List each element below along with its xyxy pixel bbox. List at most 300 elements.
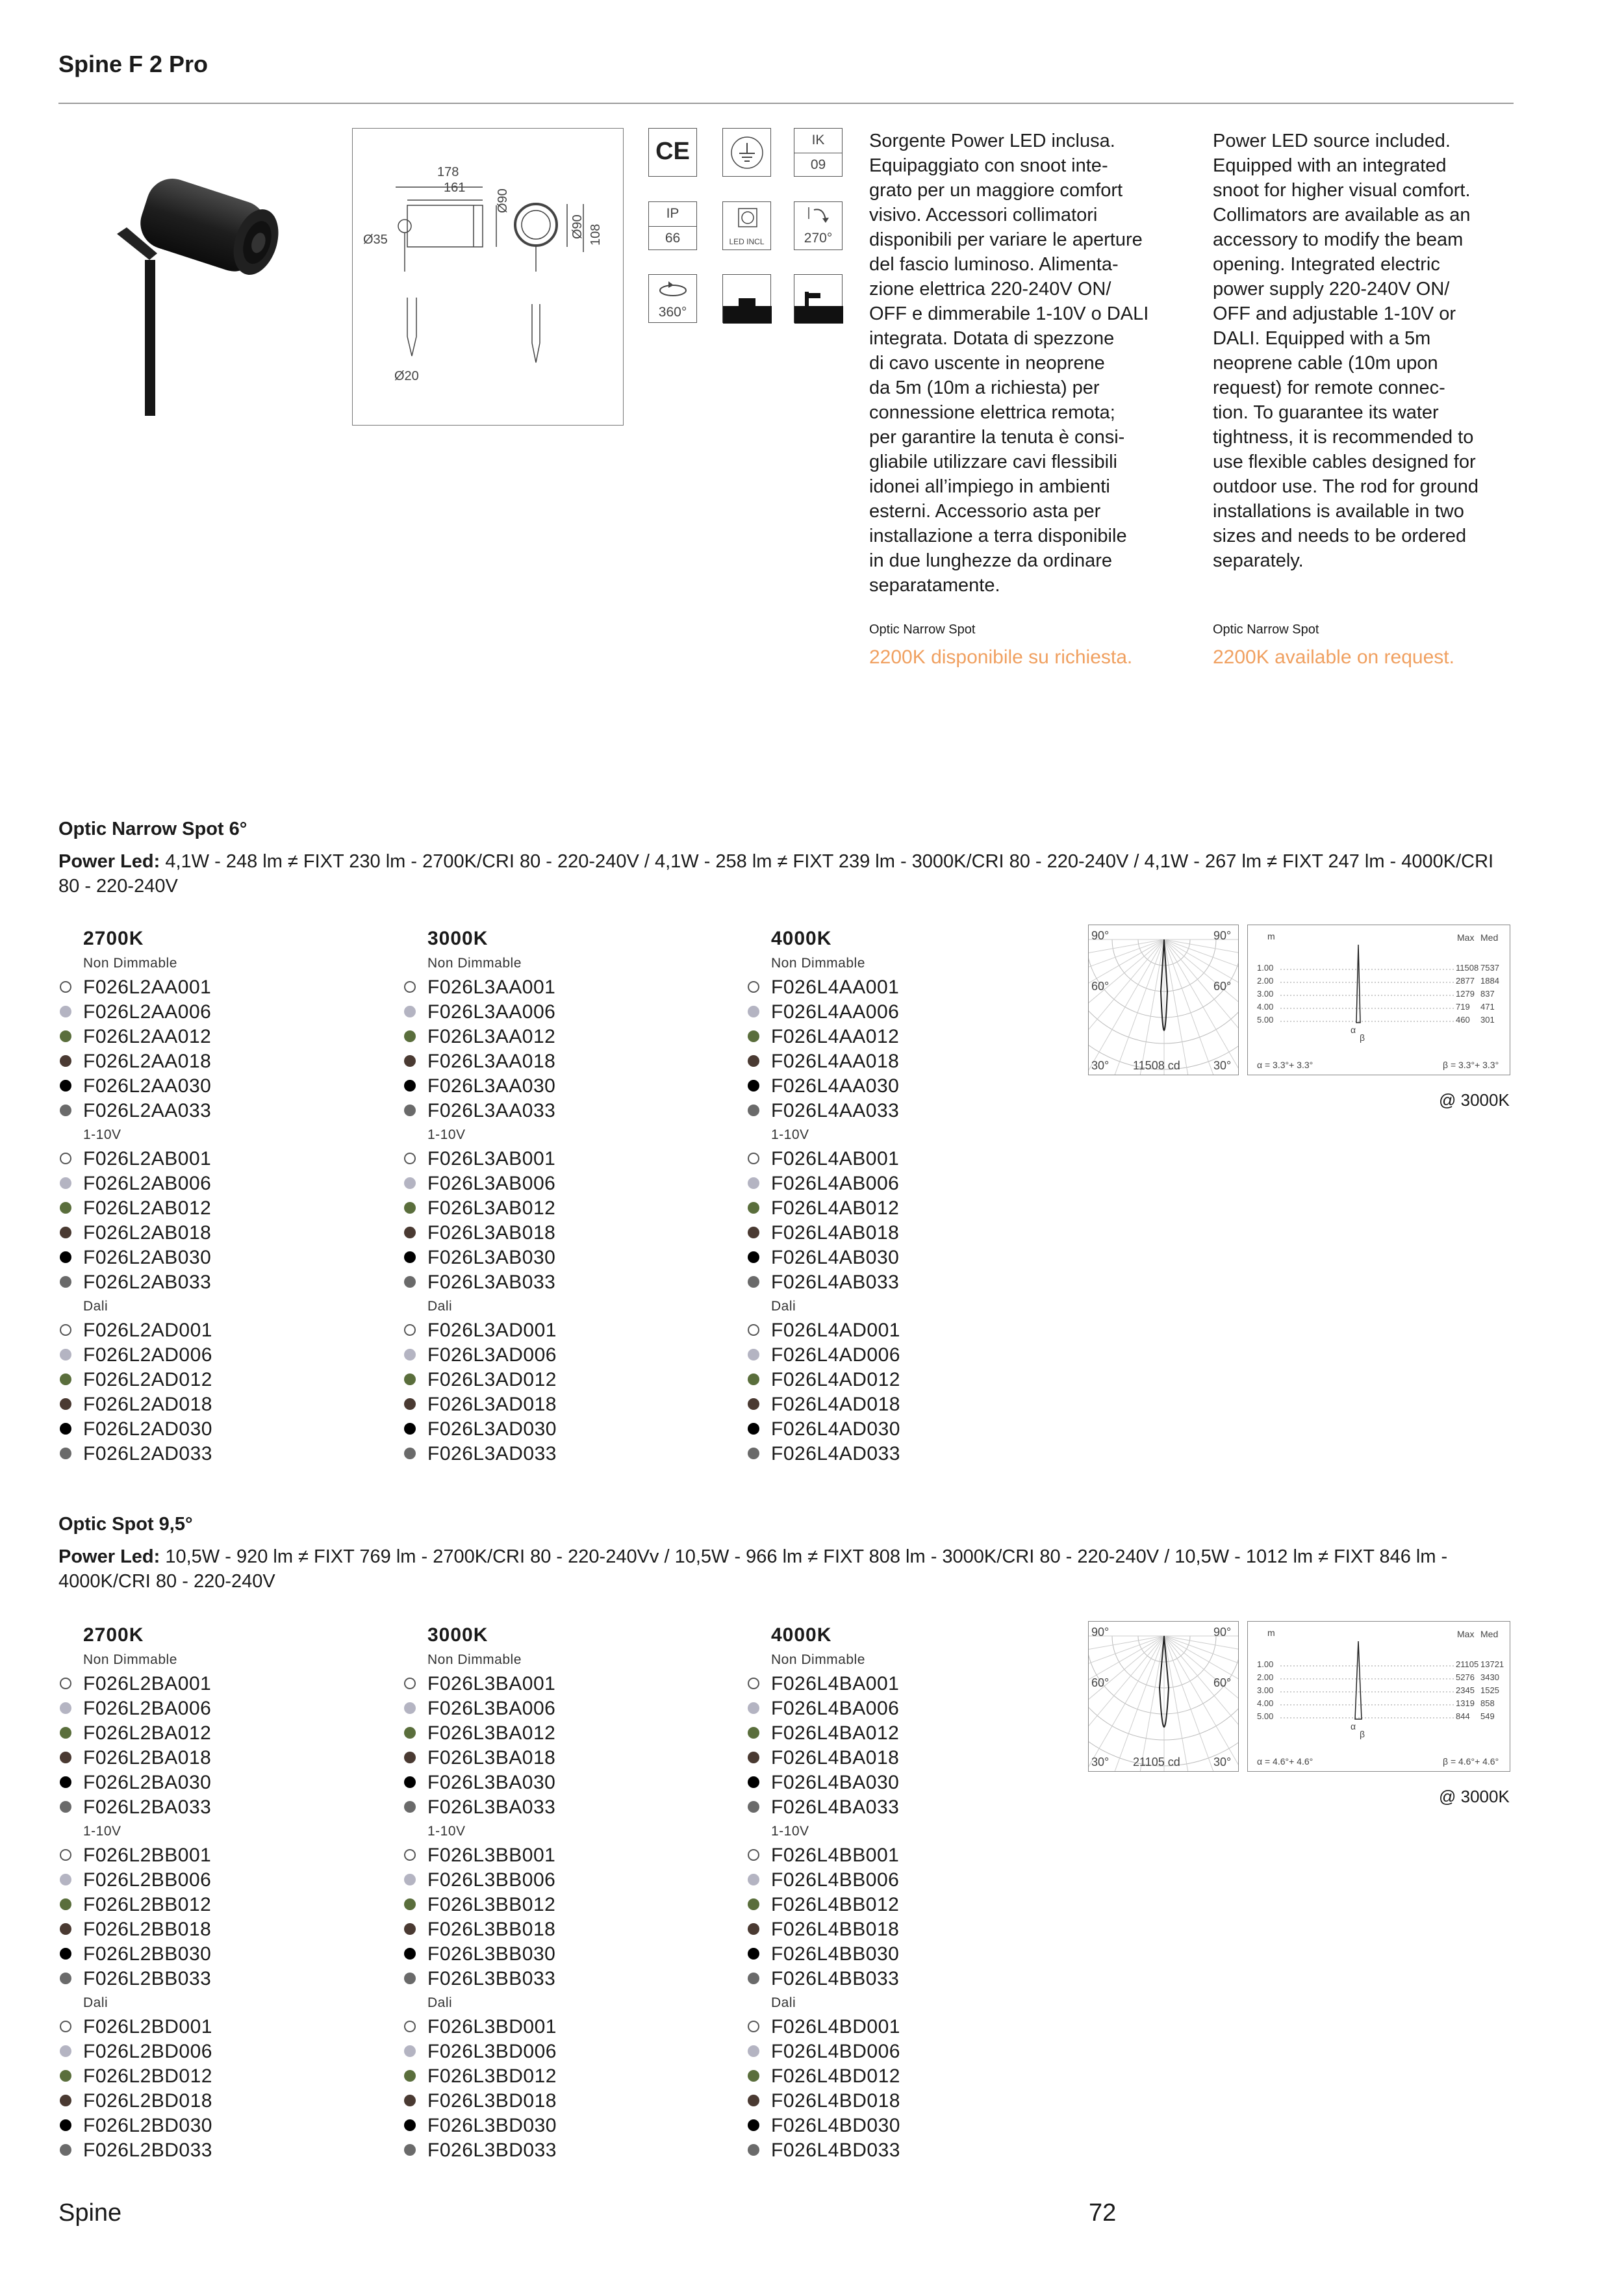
color-temperature-heading: 2700K [83, 928, 144, 949]
finish-color-dot [748, 1251, 759, 1263]
availability-it: 2200K disponibile su richiesta. [869, 646, 1133, 668]
finish-color-dot [748, 1678, 759, 1689]
finish-color-dot [748, 1030, 759, 1042]
dimming-group-label: Non Dimmable [771, 956, 865, 971]
product-code-row [746, 2089, 1084, 2114]
product-code-row [403, 1942, 741, 1967]
product-code: F026L3BA012 [427, 1722, 556, 1744]
finish-color-dot [748, 1702, 759, 1714]
product-code: F026L3BA033 [427, 1796, 556, 1818]
product-code: F026L2AD030 [83, 1418, 212, 1440]
finish-color-dot [748, 2045, 759, 2057]
angle-label: 30° [1213, 1059, 1232, 1072]
med-lux-value: 3430 [1480, 1672, 1499, 1682]
product-code: F026L2BA001 [83, 1673, 212, 1694]
ik-rating-icon [794, 128, 843, 177]
header-rule [58, 103, 1514, 104]
product-code: F026L4AD001 [771, 1320, 900, 1341]
finish-color-dot [748, 1849, 759, 1861]
product-code-row [746, 1147, 1084, 1171]
product-code: F026L4BA033 [771, 1796, 900, 1818]
finish-color-dot [404, 2070, 416, 2082]
max-lux-value: 1319 [1456, 1698, 1475, 1708]
product-code-row [58, 1392, 396, 1417]
finish-color-dot [748, 1349, 759, 1361]
max-lux-value: 2345 [1456, 1685, 1475, 1695]
product-code-row [746, 1868, 1084, 1893]
product-code-row [58, 1917, 396, 1942]
dimming-group-label: 1-10V [427, 1127, 466, 1142]
product-code-row [746, 1770, 1084, 1795]
finish-color-dot [60, 1448, 71, 1459]
optic-label-en: Optic Narrow Spot [1213, 622, 1319, 637]
power-led-label: Power Led: [58, 1546, 160, 1567]
finish-color-dot [60, 1276, 71, 1288]
ce-mark-icon: CE [648, 128, 697, 177]
product-code: F026L4AB006 [771, 1173, 900, 1194]
product-code: F026L2AB018 [83, 1222, 212, 1244]
product-code: F026L2BA018 [83, 1747, 212, 1769]
product-code-row [58, 1074, 396, 1099]
beta-marker: β [1360, 1729, 1365, 1739]
rotation-arrow-icon [649, 275, 698, 301]
product-code-row [746, 1025, 1084, 1049]
product-code-row [58, 1893, 396, 1917]
product-code-row [403, 1000, 741, 1025]
product-code: F026L2BD006 [83, 2041, 212, 2062]
finish-color-dot [404, 1153, 416, 1164]
product-code-row [746, 1672, 1084, 1696]
product-code: F026L4BD030 [771, 2115, 900, 2136]
product-code-row [746, 2015, 1084, 2039]
product-code-row [403, 1770, 741, 1795]
product-code-row [403, 1442, 741, 1466]
finish-color-dot [404, 1678, 416, 1689]
product-code: F026L2BD033 [83, 2140, 212, 2161]
finish-color-dot [404, 1973, 416, 1984]
finish-color-dot [404, 1202, 416, 1214]
product-code: F026L3BB001 [427, 1845, 556, 1866]
dimming-group-label: Dali [83, 1299, 108, 1314]
product-code-row [58, 2089, 396, 2114]
meters-header: m [1267, 1628, 1275, 1638]
dim-90-side: Ø90 [496, 188, 510, 213]
product-code: F026L4AB001 [771, 1148, 900, 1169]
product-code: F026L4BA012 [771, 1722, 900, 1744]
product-code: F026L2BB012 [83, 1894, 212, 1915]
dimming-group-label: Non Dimmable [427, 956, 522, 971]
product-code-row [746, 1721, 1084, 1746]
finish-color-dot [748, 1923, 759, 1935]
dimming-group-label: 1-10V [771, 1127, 809, 1142]
product-code-row [403, 2114, 741, 2138]
section-title: Optic Narrow Spot 6° [58, 819, 247, 839]
med-lux-value: 1525 [1480, 1685, 1499, 1695]
finish-color-dot [404, 1349, 416, 1361]
code-column-3000K [403, 926, 741, 1466]
product-code-row [403, 1221, 741, 1246]
finish-color-dot [404, 1752, 416, 1763]
product-code: F026L3AD030 [427, 1418, 557, 1440]
power-led-label: Power Led: [58, 851, 160, 872]
product-code: F026L3BD006 [427, 2041, 557, 2062]
product-code: F026L3BA018 [427, 1747, 556, 1769]
dim-20: Ø20 [394, 369, 419, 383]
product-code: F026L3BA030 [427, 1772, 556, 1793]
finish-color-dot [404, 1105, 416, 1116]
illuminance-table [1247, 925, 1510, 1075]
finish-color-dot [60, 1973, 71, 1984]
product-code-row [746, 1343, 1084, 1368]
finish-color-dot [60, 1153, 71, 1164]
product-code-row [746, 1221, 1084, 1246]
polar-diagram [1088, 1621, 1239, 1772]
finish-color-dot [404, 1276, 416, 1288]
finish-color-dot [404, 1055, 416, 1067]
product-code-row [58, 1721, 396, 1746]
product-code-row [403, 1696, 741, 1721]
finish-color-dot [748, 1006, 759, 1017]
product-code-row [403, 1171, 741, 1196]
product-code-row [746, 1967, 1084, 1991]
dimming-group-label: Non Dimmable [83, 956, 177, 971]
product-code: F026L4AA012 [771, 1026, 900, 1047]
product-code-row [746, 1795, 1084, 1820]
max-candela: 11508 cd [1133, 1059, 1180, 1072]
product-code: F026L3AB001 [427, 1148, 556, 1169]
finish-color-dot [748, 1080, 759, 1092]
product-code-row [746, 1442, 1084, 1466]
power-led-specs [58, 849, 1514, 899]
product-code-row [403, 1270, 741, 1295]
finish-color-dot [748, 1423, 759, 1435]
product-code: F026L4BA018 [771, 1747, 900, 1769]
product-code-row [746, 1318, 1084, 1343]
product-code-row [746, 1246, 1084, 1270]
product-code-row [746, 1843, 1084, 1868]
ip-value: 66 [665, 231, 681, 246]
product-code: F026L3BB012 [427, 1894, 556, 1915]
finish-color-dot [748, 1177, 759, 1189]
illuminance-table [1247, 1621, 1510, 1772]
product-code: F026L2AD012 [83, 1369, 212, 1390]
product-code-row [746, 2114, 1084, 2138]
product-code-row [58, 1049, 396, 1074]
dimming-group-label: Dali [427, 1299, 453, 1314]
distance-value: 5.00 [1257, 1015, 1274, 1025]
angle-label: 90° [1091, 929, 1110, 942]
product-code-row [746, 1417, 1084, 1442]
product-code: F026L4AD006 [771, 1344, 900, 1366]
product-code-row [746, 1746, 1084, 1770]
angle-label: 60° [1213, 1676, 1232, 1689]
finish-color-dot [404, 1849, 416, 1861]
product-code: F026L4BA030 [771, 1772, 900, 1793]
product-code-row [403, 2089, 741, 2114]
med-header: Med [1480, 932, 1499, 943]
optic-label-it: Optic Narrow Spot [869, 622, 976, 637]
product-code-row [403, 1196, 741, 1221]
dim-161: 161 [444, 181, 466, 195]
product-code-row [403, 1074, 741, 1099]
finish-color-dot [60, 1105, 71, 1116]
finish-color-dot [748, 1948, 759, 1960]
product-code: F026L3AB033 [427, 1271, 556, 1293]
finish-color-dot [60, 2021, 71, 2032]
finish-color-dot [404, 981, 416, 993]
product-code: F026L3BD012 [427, 2065, 557, 2087]
product-code: F026L2AB030 [83, 1247, 212, 1268]
product-code: F026L2AA030 [83, 1075, 212, 1097]
led-incl-label: LED INCL [729, 237, 765, 246]
product-code-row [58, 1270, 396, 1295]
tilt-arrow-icon [794, 202, 843, 228]
finish-color-dot [60, 1948, 71, 1960]
finish-color-dot [60, 1324, 71, 1336]
photometry-narrow-spot [1088, 925, 1510, 1110]
finish-color-dot [748, 1973, 759, 1984]
finish-color-dot [60, 1055, 71, 1067]
availability-en: 2200K available on request. [1213, 646, 1454, 668]
product-code-row [403, 1343, 741, 1368]
product-code-row [58, 1196, 396, 1221]
finish-color-dot [404, 1776, 416, 1788]
dim-108: 108 [589, 224, 603, 246]
product-code: F026L2BD030 [83, 2115, 212, 2136]
finish-color-dot [404, 1080, 416, 1092]
product-code: F026L3AA006 [427, 1001, 556, 1023]
product-code: F026L3AA001 [427, 977, 556, 998]
product-code-row [746, 1917, 1084, 1942]
product-code-row [58, 1221, 396, 1246]
angle-label: 30° [1091, 1059, 1110, 1072]
product-code-row [746, 2039, 1084, 2064]
footer-family-name: Spine [58, 2199, 122, 2227]
finish-color-dot [404, 1727, 416, 1739]
alpha-angle: α = 3.3°+ 3.3° [1257, 1060, 1313, 1070]
max-lux-value: 1279 [1456, 989, 1475, 999]
product-code: F026L4BD033 [771, 2140, 900, 2161]
product-code: F026L3BD033 [427, 2140, 557, 2161]
product-code: F026L4AA030 [771, 1075, 900, 1097]
finish-color-dot [748, 1276, 759, 1288]
product-code-row [746, 1171, 1084, 1196]
product-code-row [58, 1246, 396, 1270]
product-code-row [403, 1795, 741, 1820]
meters-header: m [1267, 931, 1275, 941]
finish-color-dot [60, 1752, 71, 1763]
finish-color-dot [404, 1923, 416, 1935]
angle-label: 60° [1213, 980, 1232, 993]
product-code: F026L2BA012 [83, 1722, 212, 1744]
color-temperature-heading: 3000K [427, 1624, 488, 1646]
product-code: F026L3AD006 [427, 1344, 557, 1366]
product-code: F026L2BB018 [83, 1919, 212, 1940]
angle-label: 90° [1091, 1626, 1110, 1639]
product-code-row [403, 1672, 741, 1696]
rotation-label: 360° [658, 305, 687, 320]
color-temperature-heading: 4000K [771, 928, 832, 949]
dimming-group-label: Non Dimmable [427, 1652, 522, 1667]
product-code: F026L2BA006 [83, 1698, 212, 1719]
product-code-row [58, 1868, 396, 1893]
finish-color-dot [404, 2119, 416, 2131]
led-chip-icon [723, 202, 772, 235]
product-code-row [58, 2039, 396, 2064]
med-lux-value: 1884 [1480, 976, 1499, 986]
product-code-row [746, 1696, 1084, 1721]
finish-color-dot [404, 1948, 416, 1960]
product-code: F026L2BB001 [83, 1845, 212, 1866]
finish-color-dot [404, 1177, 416, 1189]
product-code-row [746, 1099, 1084, 1123]
med-lux-value: 301 [1480, 1015, 1495, 1025]
product-code: F026L4BB006 [771, 1869, 900, 1891]
code-column-2700K [58, 926, 396, 1466]
angle-label: 90° [1213, 929, 1232, 942]
product-code: F026L4BB018 [771, 1919, 900, 1940]
product-code-row [746, 2064, 1084, 2089]
product-code: F026L3AB018 [427, 1222, 556, 1244]
product-code-row [746, 975, 1084, 1000]
product-code-row [58, 1942, 396, 1967]
ik-value: 09 [810, 157, 826, 172]
product-code-row [746, 1074, 1084, 1099]
finish-color-dot [748, 1202, 759, 1214]
finish-color-dot [60, 1423, 71, 1435]
product-code: F026L2BB006 [83, 1869, 212, 1891]
angle-label: 60° [1091, 1676, 1110, 1689]
product-code: F026L4AD030 [771, 1418, 900, 1440]
dim-178: 178 [437, 165, 459, 179]
product-code: F026L3AD018 [427, 1394, 557, 1415]
product-code: F026L4AD033 [771, 1443, 900, 1464]
finish-color-dot [60, 1227, 71, 1238]
angle-label: 60° [1091, 980, 1110, 993]
distance-value: 4.00 [1257, 1002, 1274, 1012]
finish-color-dot [60, 1678, 71, 1689]
product-code: F026L3BB033 [427, 1968, 556, 1989]
product-code-row [58, 1770, 396, 1795]
product-code: F026L4AD018 [771, 1394, 900, 1415]
product-code: F026L2AB033 [83, 1271, 212, 1293]
page-title: Spine F 2 Pro [58, 51, 209, 77]
product-code-row [746, 1368, 1084, 1392]
finish-color-dot [404, 1801, 416, 1813]
code-column-4000K [746, 1622, 1084, 2163]
max-candela: 21105 cd [1133, 1756, 1180, 1769]
finish-color-dot [748, 2119, 759, 2131]
product-code: F026L4AB012 [771, 1197, 900, 1219]
finish-color-dot [748, 1727, 759, 1739]
product-code: F026L2BB033 [83, 1968, 212, 1989]
alpha-marker: α [1351, 1721, 1356, 1731]
finish-color-dot [60, 1702, 71, 1714]
finish-color-dot [404, 2045, 416, 2057]
product-code-row [58, 1967, 396, 1991]
max-lux-value: 2877 [1456, 976, 1475, 986]
distance-value: 2.00 [1257, 976, 1274, 986]
ground-symbol [723, 129, 772, 177]
product-code-row [746, 2138, 1084, 2163]
finish-color-dot [60, 1373, 71, 1385]
finish-color-dot [404, 1227, 416, 1238]
finish-color-dot [748, 1055, 759, 1067]
product-code-row [403, 1049, 741, 1074]
product-code: F026L4BD001 [771, 2016, 900, 2038]
distance-value: 5.00 [1257, 1711, 1274, 1721]
color-temperature-heading: 4000K [771, 1624, 832, 1646]
product-code-row [746, 1049, 1084, 1074]
max-lux-value: 719 [1456, 1002, 1470, 1012]
product-code-row [58, 2064, 396, 2089]
product-code: F026L3BA006 [427, 1698, 556, 1719]
finish-color-dot [748, 1448, 759, 1459]
dimming-group-label: 1-10V [771, 1824, 809, 1839]
finish-color-dot [748, 2070, 759, 2082]
color-temperature-heading: 3000K [427, 928, 488, 949]
finish-color-dot [60, 1030, 71, 1042]
product-code: F026L3AD001 [427, 1320, 557, 1341]
product-code: F026L3AB006 [427, 1173, 556, 1194]
product-code-row [58, 1442, 396, 1466]
finish-color-dot [748, 1752, 759, 1763]
dim-90-front: Ø90 [570, 214, 585, 239]
finish-color-dot [748, 1776, 759, 1788]
finish-color-dot [404, 1251, 416, 1263]
finish-color-dot [748, 1801, 759, 1813]
page-number: 72 [1089, 2199, 1117, 2227]
med-header: Med [1480, 1629, 1499, 1639]
product-code-row [746, 1893, 1084, 1917]
distance-value: 2.00 [1257, 1672, 1274, 1682]
led-included-icon [722, 201, 771, 250]
product-image [97, 162, 312, 422]
power-led-text: 4,1W - 248 lm ≠ FIXT 230 lm - 2700K/CRI 80 - 220-240V / 4,1W - 258 lm ≠ FIXT 239 lm - 3000K/CRI 80 - 220-240V / 4,1W - 267 lm ≠ FIXT 247 lm - 4000K/CRI 80 - 220-240V [58, 851, 1494, 897]
finish-color-dot [404, 1398, 416, 1410]
angle-label: 30° [1091, 1756, 1110, 1769]
product-code-row [403, 1917, 741, 1942]
power-led-text: 10,5W - 920 lm ≠ FIXT 769 lm - 2700K/CRI 80 - 220-240Vv / 10,5W - 966 lm ≠ FIXT 808 lm - 3000K/CRI 80 - 220-240V / 10,5W - 1012 lm ≠ FIXT 846 lm - 4000K/CRI 80 - 220-240V [58, 1546, 1448, 1592]
product-code: F026L4BA006 [771, 1698, 900, 1719]
finish-color-dot [748, 1373, 759, 1385]
product-code-row [58, 975, 396, 1000]
product-code-row [403, 2138, 741, 2163]
distance-value: 1.00 [1257, 963, 1274, 973]
product-code-row [58, 2138, 396, 2163]
tilt-label: 270° [804, 231, 833, 246]
product-code-row [58, 2015, 396, 2039]
product-code: F026L2BA033 [83, 1796, 212, 1818]
dimming-group-label: 1-10V [83, 1824, 121, 1839]
finish-color-dot [60, 1006, 71, 1017]
product-code: F026L4AB033 [771, 1271, 900, 1293]
finish-color-dot [60, 1849, 71, 1861]
product-code: F026L3AB012 [427, 1197, 556, 1219]
product-code: F026L2AA001 [83, 977, 212, 998]
description-it: Sorgente Power LED inclusa. Equipaggiato con snoot inte- grato per un maggiore comfort visivo. Accessori collimatori disponibili per variare le aperture del fascio luminoso. Alimenta- zione elettrica 220-240V ON/ OFF e dimmerabile 1-10V o DALI integrata. Dotata di spezzone di cavo uscente in neoprene da 5m (10m a richiesta) per connessione elettrica remota; per garantire la tenuta è consi- gliabile utilizzare cavi flessibili idonei all’impiego in ambienti esterni. Accessorio asta per installazione a terra disponibile in due lunghezze da ordinare separatamente. [869, 131, 1149, 596]
finish-color-dot [404, 1702, 416, 1714]
finish-color-dot [404, 1324, 416, 1336]
product-code-row [403, 2064, 741, 2089]
finish-color-dot [60, 2144, 71, 2156]
polar-diagram [1088, 925, 1239, 1075]
finish-color-dot [748, 1898, 759, 1910]
finish-color-dot [404, 1898, 416, 1910]
product-code-row [403, 1967, 741, 1991]
product-code: F026L3BA001 [427, 1673, 556, 1694]
finish-color-dot [60, 2119, 71, 2131]
